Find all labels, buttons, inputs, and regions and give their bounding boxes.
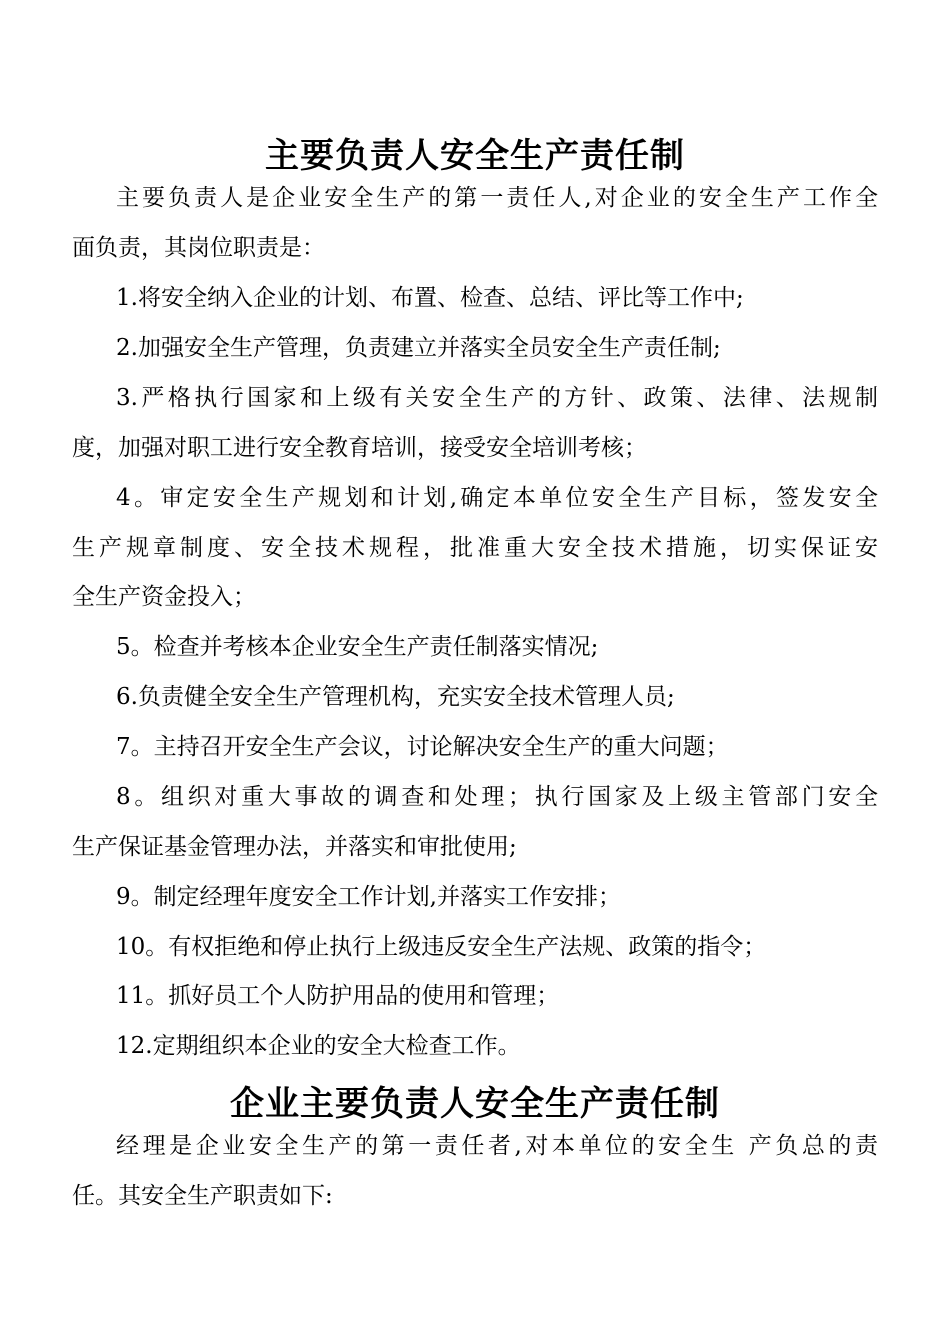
list-item-continuation: 生产规章制度、安全技术规程，批准重大安全技术措施，切实保证安 xyxy=(72,535,878,561)
list-item: 10。有权拒绝和停止执行上级违反安全生产法规、政策的指令； xyxy=(116,934,767,960)
list-item: 2.加强安全生产管理，负责建立并落实全员安全生产责任制; xyxy=(116,335,721,361)
list-item-continuation: 度，加强对职工进行安全教育培训，接受安全培训考核； xyxy=(72,435,647,461)
list-item: 3.严格执行国家和上级有关安全生产的方针、政策、法律、法规制 xyxy=(116,385,878,411)
list-item-continuation: 生产保证基金管理办法，并落实和审批使用; xyxy=(72,834,517,860)
list-item: 8。组织对重大事故的调查和处理；执行国家及上级主管部门安全 xyxy=(116,784,878,810)
list-item-continuation: 全生产资金投入； xyxy=(72,584,256,610)
paragraph-line: 任。其安全生产职责如下: xyxy=(72,1183,333,1209)
list-item: 7。主持召开安全生产会议，讨论解决安全生产的重大问题； xyxy=(116,734,729,760)
section-title: 企业主要负责人安全生产责任制 xyxy=(230,1084,720,1124)
list-item: 1.将安全纳入企业的计划、布置、检查、总结、评比等工作中; xyxy=(116,285,744,311)
list-item: 9。制定经理年度安全工作计划,并落实工作安排； xyxy=(116,884,621,910)
list-item: 5。检查并考核本企业安全生产责任制落实情况; xyxy=(116,634,599,660)
list-item: 12.定期组织本企业的安全大检查工作。 xyxy=(116,1033,521,1059)
paragraph-line: 主要负责人是企业安全生产的第一责任人,对企业的安全生产工作全 xyxy=(116,185,878,211)
list-item: 11。抓好员工个人防护用品的使用和管理； xyxy=(116,983,560,1009)
list-item: 6.负责健全安全生产管理机构，充实安全技术管理人员; xyxy=(116,684,675,710)
list-item: 4。审定安全生产规划和计划,确定本单位安全生产目标，签发安全 xyxy=(116,485,878,511)
section-title: 主要负责人安全生产责任制 xyxy=(265,136,685,176)
paragraph-line: 面负责，其岗位职责是： xyxy=(72,235,325,261)
paragraph-line: 经理是企业安全生产的第一责任者,对本单位的安全生 产负总的责 xyxy=(116,1133,878,1159)
